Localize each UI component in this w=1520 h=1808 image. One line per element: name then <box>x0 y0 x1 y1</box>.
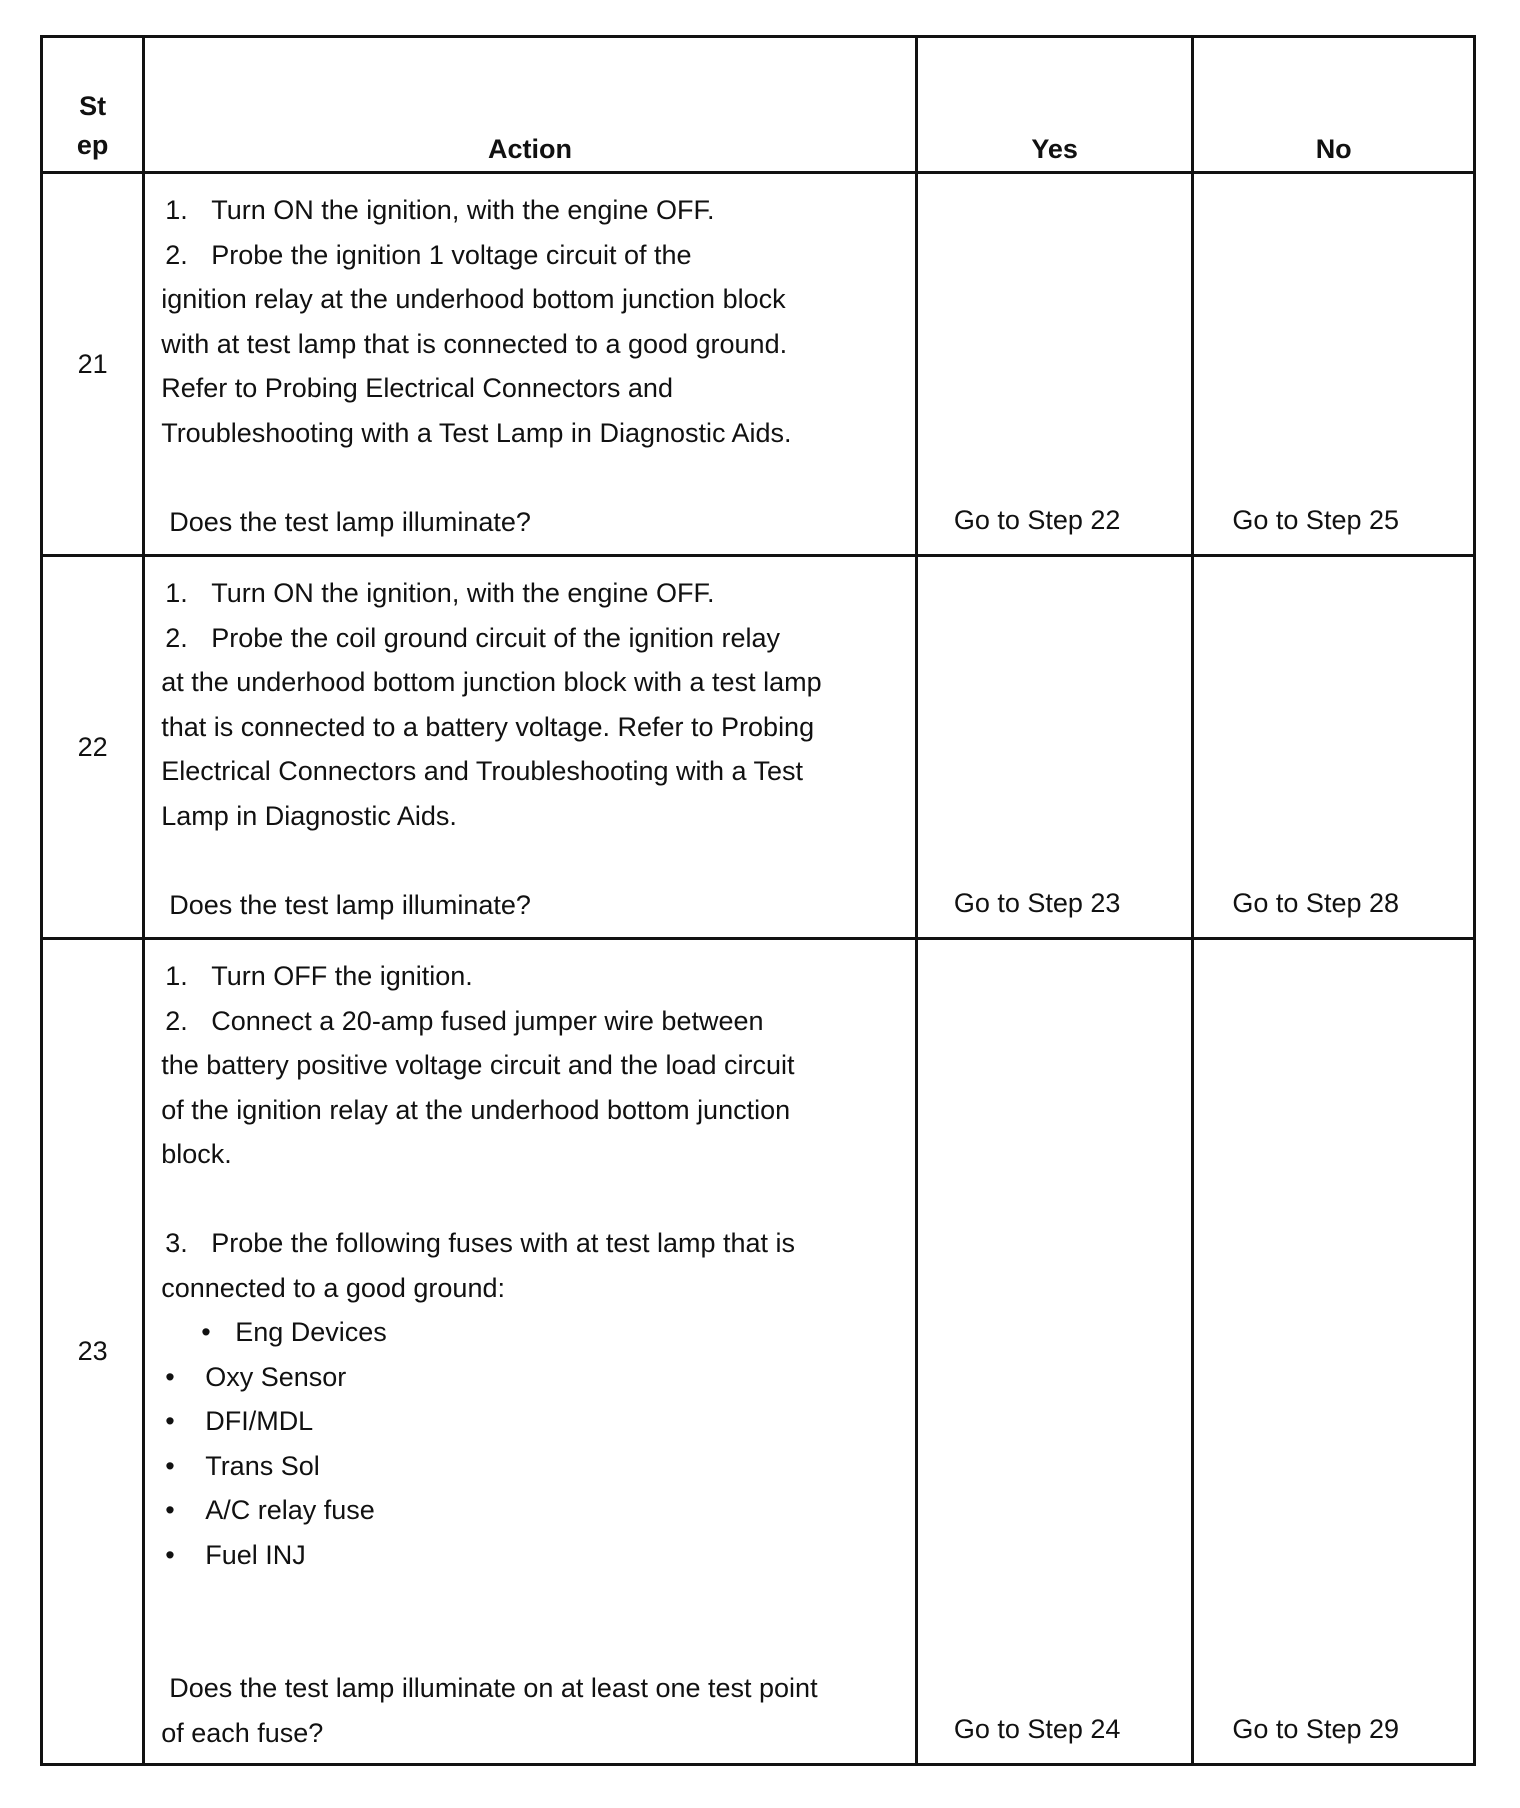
step-action <box>144 939 917 1765</box>
bullet-item: A/C relay fuse <box>205 1495 375 1525</box>
action-line: Refer to Probing Electrical Connectors and <box>161 373 673 403</box>
no-result: Go to Step 25 <box>1193 173 1475 556</box>
action-line: Connect a 20-amp fused jumper wire between <box>211 1005 764 1036</box>
bullet-icon: • <box>201 1317 211 1347</box>
action-line: block. <box>161 1139 232 1169</box>
step-number: 22 <box>42 556 144 939</box>
header-no: No <box>1193 37 1475 173</box>
list-marker: 1. <box>165 578 188 608</box>
header-action: Action <box>144 37 917 173</box>
diagnostic-table <box>40 35 1476 1766</box>
bullet-item: Trans Sol <box>205 1450 320 1481</box>
list-marker: 1. <box>165 961 188 991</box>
action-line: connected to a good ground: <box>161 1272 505 1303</box>
header-step-line1: St <box>79 91 107 121</box>
bullet-icon: • <box>165 1495 175 1525</box>
no-result: Go to Step 29 <box>1193 939 1475 1765</box>
header-row <box>42 37 1475 173</box>
action-line: Troubleshooting with a Test Lamp in Diagnostic Aids. <box>161 417 792 448</box>
step-action <box>144 556 917 939</box>
action-line: of the ignition relay at the underhood bottom junction <box>161 1094 791 1125</box>
list-marker: 2. <box>165 239 188 270</box>
action-line: Turn ON the ignition, with the engine OFF. <box>211 195 715 225</box>
action-line: the battery positive voltage circuit and the load circuit <box>161 1050 795 1080</box>
step-number: 21 <box>42 173 144 556</box>
list-marker: 2. <box>165 1005 188 1036</box>
action-line: Turn ON the ignition, with the engine OFF. <box>211 578 715 608</box>
step-row-22 <box>42 556 1475 939</box>
action-line: Probe the following fuses with at test lamp that is <box>211 1228 795 1258</box>
yes-result: Go to Step 22 <box>916 173 1193 556</box>
list-marker: 1. <box>165 195 188 225</box>
action-line: Probe the ignition 1 voltage circuit of the <box>211 239 692 270</box>
step-row-23 <box>42 939 1475 1765</box>
no-result: Go to Step 28 <box>1193 556 1475 939</box>
bullet-icon: • <box>165 1539 175 1570</box>
header-yes: Yes <box>916 37 1193 173</box>
bullet-icon: • <box>165 1406 175 1436</box>
bullet-item: Fuel INJ <box>205 1539 306 1570</box>
step-question: Does the test lamp illuminate? <box>169 506 531 537</box>
list-marker: 2. <box>165 622 188 653</box>
action-line: at the underhood bottom junction block with a test lamp <box>161 667 822 697</box>
bullet-icon: • <box>165 1450 175 1481</box>
action-line: that is connected to a battery voltage. Refer to Probing <box>161 711 815 742</box>
step-question: Does the test lamp illuminate? <box>169 889 531 920</box>
action-line: ignition relay at the underhood bottom junction block <box>161 284 786 314</box>
bullet-item: Eng Devices <box>235 1317 387 1347</box>
bullet-item: DFI/MDL <box>205 1406 314 1436</box>
step-number: 23 <box>42 939 144 1765</box>
bullet-icon: • <box>165 1361 175 1392</box>
step-question-cont: of each fuse? <box>161 1717 324 1748</box>
header-step-line2: ep <box>76 130 109 160</box>
step-row-21 <box>42 173 1475 556</box>
header-step <box>42 37 144 173</box>
action-line: Turn OFF the ignition. <box>211 961 473 991</box>
action-line: Probe the coil ground circuit of the ignition relay <box>211 622 781 653</box>
action-line: Electrical Connectors and Troubleshooting with a Test <box>161 756 804 786</box>
bullet-item: Oxy Sensor <box>205 1361 347 1392</box>
action-line: with at test lamp that is connected to a good ground. <box>161 328 788 359</box>
yes-result: Go to Step 23 <box>916 556 1193 939</box>
yes-result: Go to Step 24 <box>916 939 1193 1765</box>
list-marker: 3. <box>165 1228 188 1258</box>
step-action <box>144 173 917 556</box>
action-line: Lamp in Diagnostic Aids. <box>161 800 457 831</box>
step-question: Does the test lamp illuminate on at least one test point <box>169 1673 818 1703</box>
